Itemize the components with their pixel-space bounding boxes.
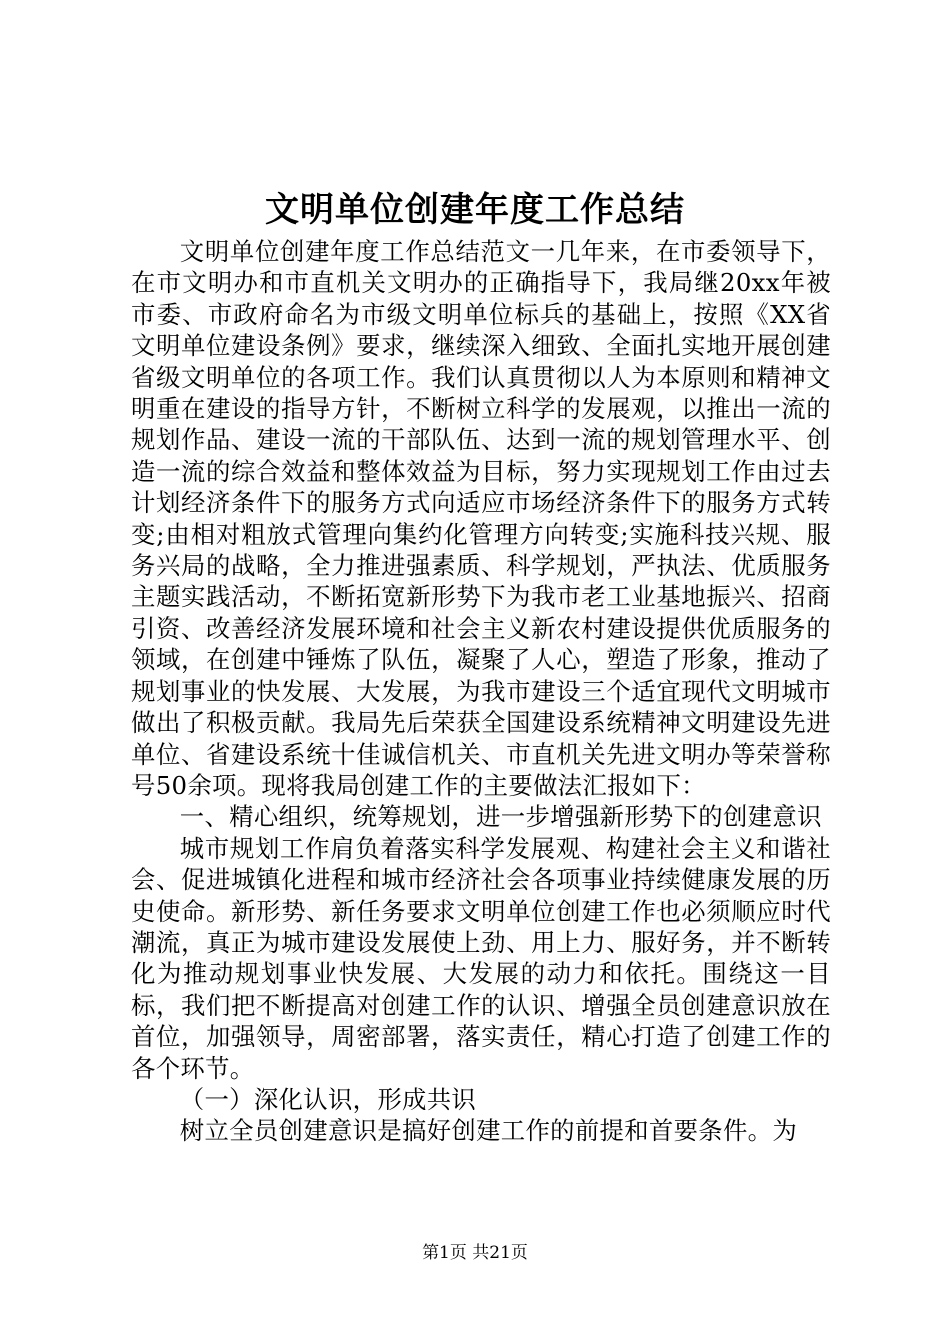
document-title: 文明单位创建年度工作总结 bbox=[265, 190, 685, 230]
subsection-heading-1: （一）深化认识，形成共识 bbox=[179, 1084, 477, 1114]
paragraph-section-1: 城市规划工作肩负着落实科学发展观、构建社会主义和谐社会、促进城镇化进程和城市经济社会各项事业持续健康发展的历史使命。新形势、新任务要求文明单位创建工作也必须顺应时代潮流，真正为城市建设发展使上劲、用上力、服好务，并不断转化为推动规划事业快发展、大发展的动力和依托。围绕这一目标，我们把不断提高对创建工作的认识、增强全员创建意识放在首位，加强领导，周密部署，落实责任，精心打造了创建工作的各个环节。 bbox=[131, 833, 831, 1083]
page-footer: 第1页 共21页 bbox=[422, 1243, 528, 1263]
document-body bbox=[131, 236, 831, 1147]
paragraph-subsection-1: 树立全员创建意识是搞好创建工作的前提和首要条件。为 bbox=[179, 1116, 798, 1146]
paragraph-intro: 文明单位创建年度工作总结范文一几年来，在市委领导下，在市文明办和市直机关文明办的正确指导下，我局继20xx年被市委、市政府命名为市级文明单位标兵的基础上，按照《XX省文明单位建设条例》要求，继续深入细致、全面扎实地开展创建省级文明单位的各项工作。我们认真贯彻以人为本原则和精神文明重在建设的指导方针，不断树立科学的发展观，以推出一流的规划作品、建设一流的干部队伍、达到一流的规划管理水平、创造一流的综合效益和整体效益为目标，努力实现规划工作由过去计划经济条件下的服务方式向适应市场经济条件下的服务方式转变;由相对粗放式管理向集约化管理方向转变;实施科技兴规、服务兴局的战略，全力推进强素质、科学规划，严执法、优质服务主题实践活动，不断拓宽新形势下为我市老工业基地振兴、招商引资、改善经济发展环境和社会主义新农村建设提供优质服务的领域，在创建中锤炼了队伍，凝聚了人心，塑造了形象，推动了规划事业的快发展、大发展，为我市建设三个适宜现代文明城市做出了积极贡献。我局先后荣获全国建设系统精神文明建设先进单位、省建设系统十佳诚信机关、市直机关先进文明办等荣誉称号50余项。现将我局创建工作的主要做法汇报如下： bbox=[131, 237, 831, 800]
section-heading-1: 一、精心组织，统筹规划，进一步增强新形势下的创建意识 bbox=[179, 802, 822, 832]
